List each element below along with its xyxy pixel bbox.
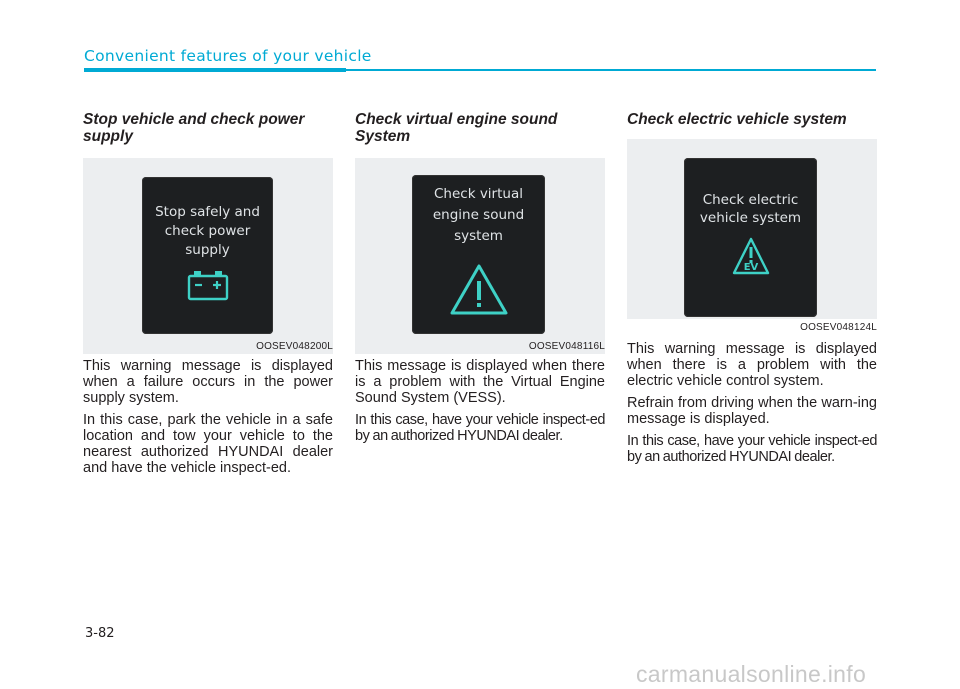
body-text (627, 341, 877, 471)
paragraph: In this case, have your vehicle inspect-ed by an authorized HYUNDAI dealer. (355, 412, 605, 444)
page-number: 3-82 (85, 626, 115, 641)
section-title: Check electric vehicle system (627, 111, 847, 128)
paragraph: This warning message is displayed when a failure occurs in the power supply system. (83, 358, 333, 406)
body-text (83, 358, 333, 482)
figure-code: OOSEV048124L (800, 322, 877, 333)
display-message: Check virtual engine sound system (432, 186, 525, 244)
cluster-display (684, 158, 817, 317)
ev-label: EV (743, 262, 759, 273)
paragraph: This message is displayed when there is a problem with the Virtual Engine Sound System (VESS). (355, 358, 605, 406)
figure-code: OOSEV048116L (528, 341, 605, 352)
figure (627, 139, 877, 319)
display-message: Stop safely and check power supply (155, 204, 260, 258)
column-check-vess (355, 111, 605, 444)
paragraph: In this case, have your vehicle inspect-ed by an authorized HYUNDAI dealer. (627, 433, 877, 465)
section-header: Convenient features of your vehicle (84, 47, 372, 65)
watermark: carmanualsonline.info (636, 661, 867, 687)
column-check-ev-system (627, 111, 877, 465)
figure-code: OOSEV048200L (256, 341, 333, 352)
column-stop-vehicle (83, 111, 333, 476)
warning-triangle-icon (448, 262, 510, 318)
cluster-display (412, 175, 545, 334)
display-message: Check electric vehicle system (699, 192, 802, 226)
battery-icon (186, 268, 230, 301)
body-text (355, 358, 605, 450)
paragraph: Refrain from driving when the warn-ing message is displayed. (627, 395, 877, 427)
figure (355, 158, 605, 354)
paragraph: This warning message is displayed when there is a problem with the electric vehicle control system. (627, 341, 877, 389)
header-rule-thin (346, 69, 876, 71)
figure (83, 158, 333, 354)
section-title: Stop vehicle and check power supply (83, 111, 305, 145)
paragraph: In this case, park the vehicle in a safe location and tow your vehicle to the nearest authorized HYUNDAI dealer and have the vehicle inspect-ed. (83, 412, 333, 476)
section-title: Check virtual engine sound System (355, 111, 558, 145)
header-rule-thick (84, 68, 346, 72)
cluster-display (142, 177, 273, 334)
